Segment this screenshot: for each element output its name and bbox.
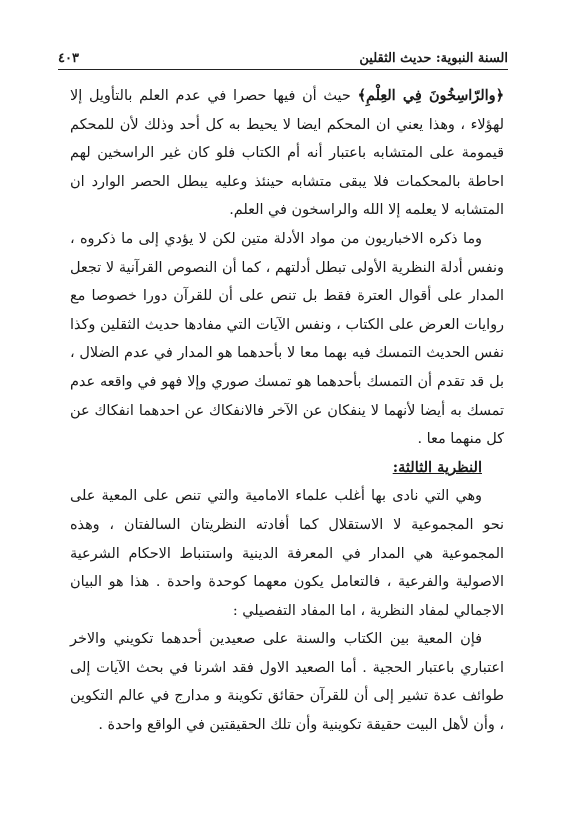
- header-title: السنة النبوية: حديث الثقلين: [359, 51, 508, 66]
- body-text: [70, 82, 504, 740]
- paragraph-2: وما ذكره الاخباريون من مواد الأدلة متين لكن لا يؤدي إلى ما ذكروه ، ونفس أدلة النظرية الأولى تبطل أدلتهم ، كما أن النصوص القرآنية لا تجعل المدار على أقوال العترة فقط بل تنص على أن للقرآن دورا خصوصا مع روايات العرض على الكتاب ، ونفس الآيات التي مفادها حديث الثقلين وكذا نفس الحديث التمسك فيه بهما معا لا بأحدهما هو المدار في عدم الضلال ، بل قد تقدم أن التمسك بأحدهما هو تمسك صوري وإلا فهو في واقعه عدم تمسك به أيضا لأنهما لا ينفكان عن الآخر فالانفكاك عن احدهما انفكاك عن كل منهما معا .: [70, 230, 504, 448]
- paragraph-1-text: حيث أن فيها حصرا في عدم العلم بالتأويل إلا لهؤلاء ، وهذا يعني ان المحكم ايضا لا يحيط به كل أحد وذلك لأن للمحكم قيمومة على المتشابه باعتبار أنه أم الكتاب فلو كان غير الراسخين لهم احاطة بالمحكمات فلا يبقى متشابه حينئذ وعليه يبطل الحصر الوارد ان المتشابه لا يعلمه إلا الله والراسخون في العلم.: [70, 88, 504, 219]
- paragraph-4: فإن المعية بين الكتاب والسنة على صعيدين أحدهما تكويني والاخر اعتباري باعتبار الحجية . أما الصعيد الاول فقد اشرنا في بحث الآيات إلى طوائف عدة تشير إلى أن للقرآن حقائق تكوينة و مدارج في عالم التكوين ، وأن لأهل البيت حقيقة تكوينية وأن تلك الحقيقتين في الواقع واحدة .: [70, 631, 504, 734]
- section-title: النظرية الثالثة:: [392, 458, 482, 476]
- quran-quote: ﴿والرّاسِخُونَ فِي العِلْمِ﴾: [357, 87, 504, 104]
- running-header: [58, 44, 508, 66]
- page-number: ٤٠٣: [58, 51, 79, 66]
- header-divider: [58, 69, 508, 70]
- paragraph-1: [70, 82, 504, 225]
- paragraph-3: وهي التي نادى بها أغلب علماء الامامية والتي تنص على المعية على نحو المجموعية لا الاستقلال كما أفادته النظريتان السالفتان ، وهذه المجموعية هي المدار في المعرفة الدينية واستنباط الاحكام الشرعية الاصولية والفرعية ، فالتعامل يكون معهما كوحدة واحدة . هذا هو البيان الاجمالي لمفاد النظرية ، اما المفاد التفصيلي :: [70, 488, 504, 619]
- section-heading: [70, 454, 504, 483]
